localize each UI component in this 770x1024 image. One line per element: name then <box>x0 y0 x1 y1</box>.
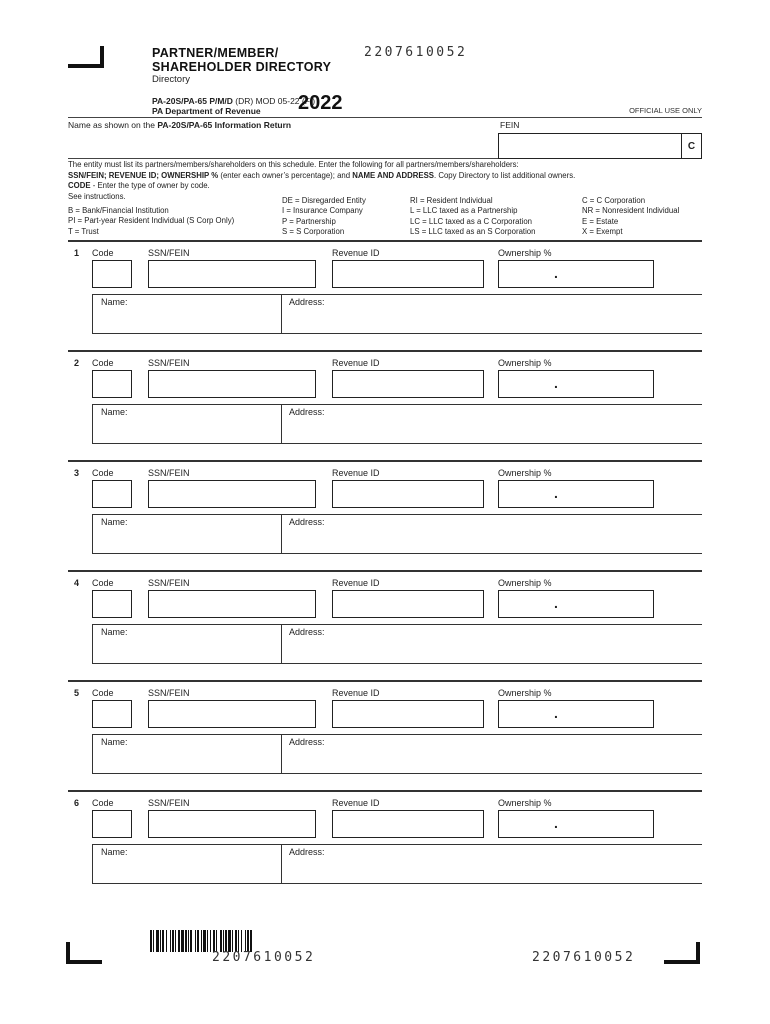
name-address-box <box>92 514 702 554</box>
name-label: Name: <box>101 627 128 637</box>
code-lc: LC = LLC taxed as a C Corporation <box>410 216 533 226</box>
form-title-line2: SHAREHOLDER DIRECTORY <box>152 60 332 74</box>
instructions-line2 <box>68 171 708 182</box>
ssn-label: SSN/FEIN <box>148 798 190 808</box>
tax-year: 2022 <box>298 92 343 114</box>
ownership-input[interactable] <box>498 700 654 728</box>
barcode-image <box>150 930 364 952</box>
ssn-fein-input[interactable] <box>148 810 316 838</box>
code-label: Code <box>92 798 114 808</box>
name-address-box <box>92 404 702 444</box>
ownership-decimal: . <box>554 705 558 721</box>
form-title <box>152 46 331 74</box>
code-pi: PI = Part-year Resident Individual (S Corp Only) <box>68 216 235 226</box>
code-s: S = S Corporation <box>282 227 345 237</box>
revenue-id-label: Revenue ID <box>332 578 380 588</box>
ownership-decimal: . <box>554 815 558 831</box>
code-label: Code <box>92 468 114 478</box>
codes-column-2 <box>282 196 366 238</box>
name-field-line <box>68 158 498 159</box>
revenue-id-label: Revenue ID <box>332 688 380 698</box>
ssn-label: SSN/FEIN <box>148 248 190 258</box>
ownership-label: Ownership % <box>498 358 552 368</box>
code-label: Code <box>92 248 114 258</box>
entity-name-label-bold: PA-20S/PA-65 Information Return <box>157 120 292 130</box>
code-ls: LS = LLC taxed as an S Corporation <box>410 227 536 237</box>
ssn-label: SSN/FEIN <box>148 358 190 368</box>
name-address-divider <box>281 405 282 443</box>
name-address-divider <box>281 515 282 553</box>
ownership-label: Ownership % <box>498 688 552 698</box>
name-address-box <box>92 294 702 334</box>
barcode-number-left: 2207610052 <box>212 950 316 965</box>
owner-entry <box>68 682 702 792</box>
ssn-fein-input[interactable] <box>148 370 316 398</box>
code-e: E = Estate <box>582 216 619 226</box>
name-address-divider <box>281 845 282 883</box>
barcode-bar <box>252 930 253 952</box>
ownership-input[interactable] <box>498 590 654 618</box>
ownership-decimal: . <box>554 485 558 501</box>
instructions-line2-bold2: NAME AND ADDRESS <box>352 170 434 180</box>
ownership-input[interactable] <box>498 260 654 288</box>
revenue-id-input[interactable] <box>332 370 484 398</box>
instructions-line3-bold: CODE <box>68 181 91 190</box>
ssn-fein-input[interactable] <box>148 700 316 728</box>
ownership-label: Ownership % <box>498 578 552 588</box>
revenue-id-label: Revenue ID <box>332 468 380 478</box>
code-de: DE = Disregarded Entity <box>282 196 366 205</box>
official-use-label: OFFICIAL USE ONLY <box>629 106 702 115</box>
name-address-divider <box>281 625 282 663</box>
ownership-label: Ownership % <box>498 248 552 258</box>
instructions-line1: The entity must list its partners/members/shareholders on this schedule. Enter the following for all partners/members/shareholders: <box>68 160 519 169</box>
code-b: B = Bank/Financial Institution <box>68 206 169 215</box>
ssn-label: SSN/FEIN <box>148 468 190 478</box>
crop-mark-top-left <box>68 46 104 68</box>
ownership-input[interactable] <box>498 370 654 398</box>
form-identifier <box>152 96 315 116</box>
owner-entry <box>68 242 702 352</box>
code-i: I = Insurance Company <box>282 206 363 216</box>
form-revision: (DR) MOD 05-22 (FI) <box>232 96 316 106</box>
code-p: P = Partnership <box>282 216 336 226</box>
instructions-line3 <box>68 181 708 192</box>
instructions-line3-end: - Enter the type of owner by code. <box>90 181 210 190</box>
name-label: Name: <box>101 407 128 417</box>
instructions-line2-mid: (enter each owner’s percentage); and <box>218 170 353 180</box>
ownership-label: Ownership % <box>498 798 552 808</box>
code-label: Code <box>92 358 114 368</box>
entry-number: 2 <box>74 358 80 368</box>
owner-entry <box>68 572 702 682</box>
code-input[interactable] <box>92 590 132 618</box>
fein-label: FEIN <box>500 120 520 130</box>
name-address-box <box>92 624 702 664</box>
name-label: Name: <box>101 847 128 857</box>
address-label: Address: <box>289 407 325 417</box>
entry-number: 1 <box>74 248 80 258</box>
entry-number: 3 <box>74 468 80 478</box>
revenue-id-input[interactable] <box>332 260 484 288</box>
entity-name-label <box>68 120 291 130</box>
address-label: Address: <box>289 737 325 747</box>
form-scan-number: 2207610052 <box>364 45 468 60</box>
revenue-id-label: Revenue ID <box>332 358 380 368</box>
code-input[interactable] <box>92 260 132 288</box>
instructions-line2-end: . Copy Directory to list additional owners. <box>434 170 576 180</box>
revenue-id-label: Revenue ID <box>332 798 380 808</box>
address-label: Address: <box>289 297 325 307</box>
code-input[interactable] <box>92 370 132 398</box>
revenue-id-input[interactable] <box>332 590 484 618</box>
name-address-divider <box>281 295 282 333</box>
instructions-line2-bold: SSN/FEIN; REVENUE ID; OWNERSHIP % <box>68 170 219 180</box>
owner-entry <box>68 462 702 572</box>
crop-mark-bottom-left <box>66 942 102 964</box>
ownership-decimal: . <box>554 375 558 391</box>
owner-entry <box>68 792 702 902</box>
ownership-input[interactable] <box>498 810 654 838</box>
code-label: Code <box>92 688 114 698</box>
revenue-id-input[interactable] <box>332 480 484 508</box>
ownership-decimal: . <box>554 265 558 281</box>
fein-input[interactable] <box>498 133 682 159</box>
code-l: L = LLC taxed as a Partnership <box>410 206 518 216</box>
ownership-input[interactable] <box>498 480 654 508</box>
ownership-label: Ownership % <box>498 468 552 478</box>
code-x: X = Exempt <box>582 227 623 237</box>
codes-column-4 <box>582 196 679 238</box>
ssn-label: SSN/FEIN <box>148 578 190 588</box>
code-label: Code <box>92 578 114 588</box>
owner-entry <box>68 352 702 462</box>
name-address-divider <box>281 735 282 773</box>
name-label: Name: <box>101 297 128 307</box>
ssn-fein-input[interactable] <box>148 260 316 288</box>
code-input[interactable] <box>92 480 132 508</box>
code-input[interactable] <box>92 810 132 838</box>
entry-number: 5 <box>74 688 80 698</box>
form-id: PA-20S/PA-65 P/M/D <box>152 96 233 106</box>
address-label: Address: <box>289 517 325 527</box>
revenue-id-input[interactable] <box>332 810 484 838</box>
name-address-box <box>92 844 702 884</box>
department-name: PA Department of Revenue <box>152 106 261 116</box>
header-divider <box>68 117 702 118</box>
entry-number: 6 <box>74 798 80 808</box>
codes-column-3 <box>410 196 535 238</box>
name-label: Name: <box>101 517 128 527</box>
codes-column-1 <box>68 206 234 237</box>
code-nr: NR = Nonresident Individual <box>582 206 680 216</box>
code-c: C = C Corporation <box>582 196 646 205</box>
code-ri: RI = Resident Individual <box>410 196 493 205</box>
barcode-number-right: 2207610052 <box>532 950 636 965</box>
revenue-id-label: Revenue ID <box>332 248 380 258</box>
code-input[interactable] <box>92 700 132 728</box>
name-label: Name: <box>101 737 128 747</box>
address-label: Address: <box>289 627 325 637</box>
name-address-box <box>92 734 702 774</box>
form-title-line1: PARTNER/MEMBER/ <box>152 46 279 60</box>
code-t: T = Trust <box>68 226 99 236</box>
ownership-decimal: . <box>554 595 558 611</box>
revenue-id-input[interactable] <box>332 700 484 728</box>
form-subtitle: Directory <box>152 74 191 85</box>
ssn-fein-input[interactable] <box>148 480 316 508</box>
entry-number: 4 <box>74 578 80 588</box>
entity-name-label-prefix: Name as shown on the <box>68 120 158 130</box>
instructions-line4: See instructions. <box>68 191 126 201</box>
address-label: Address: <box>289 847 325 857</box>
ssn-label: SSN/FEIN <box>148 688 190 698</box>
ssn-fein-input[interactable] <box>148 590 316 618</box>
crop-mark-bottom-right <box>664 942 700 964</box>
fein-suffix: C <box>682 133 702 159</box>
